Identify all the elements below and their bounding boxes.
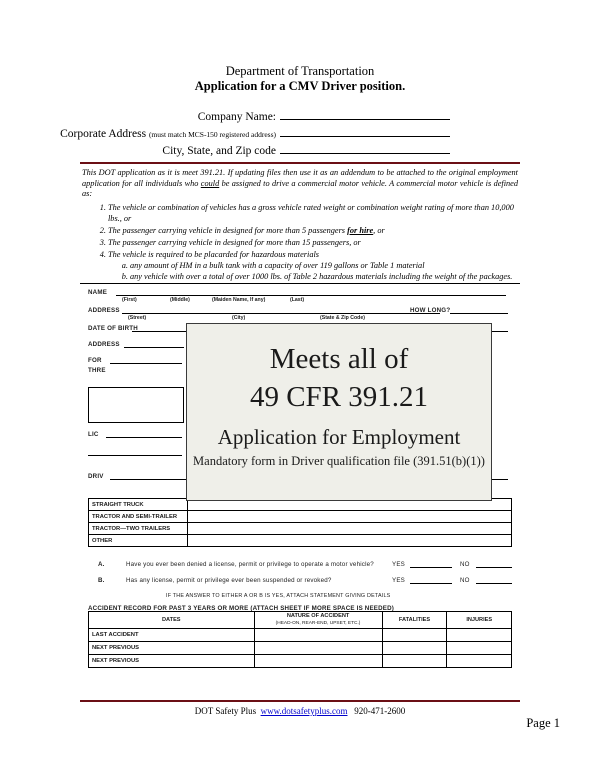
cmv-item-3-text: The passenger carrying vehicle in designed for more than 15 passengers, or	[108, 237, 361, 247]
accident-row-injuries-prev1[interactable]	[447, 642, 512, 655]
name-label: NAME	[88, 289, 108, 296]
driving-experience-table	[88, 498, 512, 547]
address-sub-city: (City)	[232, 315, 246, 321]
name-sub-maiden: (Maiden Name, If any)	[212, 297, 266, 303]
department-line: Department of Transportation	[225, 64, 375, 78]
veh-row-value-tractor-two[interactable]	[188, 523, 512, 535]
date-of-birth-label: DATE OF BIRTH	[88, 325, 138, 332]
for-input[interactable]	[110, 363, 182, 364]
accident-row-label-last: LAST ACCIDENT	[89, 629, 255, 642]
question-b-no-label: NO	[460, 577, 470, 584]
veh-row-label-tractor-two: TRACTOR—TWO TRAILERS	[89, 523, 188, 535]
accident-col-fatalities: FATALITIES	[382, 612, 447, 629]
address-sub-statezip: (State & Zip Code)	[320, 315, 365, 321]
accident-col-nature-sub: (HEAD-ON, REAR-END, UPSET, ETC.)	[275, 621, 361, 626]
table-row	[89, 642, 512, 655]
page-number: Page 1	[526, 716, 560, 730]
corporate-address-sublabel: (must match MCS-150 registered address)	[148, 130, 276, 139]
city-state-zip-label: City, State, and Zip code	[162, 145, 276, 157]
accident-col-injuries: INJURIES	[447, 612, 512, 629]
driving-experience-label: DRIV	[88, 473, 104, 480]
cmv-definition-box	[80, 162, 520, 291]
company-name-label: Company Name:	[197, 111, 276, 123]
table-row	[89, 523, 512, 535]
statement-intro-underline: could	[200, 178, 220, 188]
question-b-text: Has any license, permit or privilege ever been suspended or revoked?	[126, 577, 332, 584]
name-sub-last: (Last)	[290, 297, 305, 303]
accident-row-fatalities-last[interactable]	[382, 629, 447, 642]
veh-row-value-tractor-semi[interactable]	[188, 511, 512, 523]
company-name-input[interactable]	[280, 108, 450, 120]
how-long-label: HOW LONG?	[410, 307, 451, 314]
accident-record-heading: ACCIDENT RECORD FOR PAST 3 YEARS OR MORE (ATTACH SHEET IF MORE SPACE IS NEEDED)	[88, 605, 395, 612]
cmv-item-4-text: The vehicle is required to be placarded for hazardous materials	[108, 249, 320, 259]
field-row-city-state-zip	[0, 142, 600, 157]
table-row	[89, 629, 512, 642]
question-a-no-input[interactable]	[476, 567, 512, 568]
for-label: FOR	[88, 357, 102, 364]
how-long-input[interactable]	[450, 313, 508, 314]
field-row-corporate-address	[0, 125, 600, 140]
accident-col-dates: DATES	[89, 612, 255, 629]
table-header-row	[89, 612, 512, 629]
footer-phone: 920-471-2600	[354, 706, 406, 716]
question-a-yes-input[interactable]	[410, 567, 452, 568]
accident-row-label-prev1: NEXT PREVIOUS	[89, 642, 255, 655]
question-a-yes-label: YES	[392, 561, 405, 568]
overlay-line-4: Mandatory form in Driver qualification file (391.51(b)(1))	[193, 454, 485, 468]
company-fields	[0, 108, 600, 159]
question-b-mark: B.	[98, 577, 105, 584]
table-row	[89, 655, 512, 668]
name-input[interactable]	[116, 295, 506, 296]
cmv-item-1	[108, 202, 518, 224]
accident-row-nature-prev2[interactable]	[254, 655, 382, 668]
cmv-item-1-text: The vehicle or combination of vehicles has a gross vehicle rated weight or combination weight rating of more than 10,000 lbs., or	[108, 202, 514, 223]
overlay-line-2: 49 CFR 391.21	[249, 381, 429, 413]
accident-row-fatalities-prev2[interactable]	[382, 655, 447, 668]
hazmat-sublist	[108, 260, 518, 282]
accident-row-fatalities-prev1[interactable]	[382, 642, 447, 655]
address-sub-street: (Street)	[128, 315, 147, 321]
license-input-2[interactable]	[88, 455, 182, 456]
accident-col-nature	[254, 612, 382, 629]
statement-intro-part1: This DOT application as it is meet 391.21. If updating files then use it as an addendum to be attached to the original employment application for all individuals who	[82, 168, 518, 188]
cmv-definition-list	[82, 202, 518, 282]
accident-record-table	[88, 611, 512, 668]
answer-note: IF THE ANSWER TO EITHER A OR B IS YES, ATTACH STATEMENT GIVING DETAILS	[166, 593, 391, 599]
cmv-item-3	[108, 237, 518, 248]
cmv-item-2-text2: , or	[373, 225, 385, 235]
footer-rule	[80, 700, 520, 702]
overlay-line-3: Application for Employment	[217, 425, 461, 449]
license-label: LIC	[88, 431, 99, 438]
accident-row-injuries-prev2[interactable]	[447, 655, 512, 668]
question-b-no-input[interactable]	[476, 583, 512, 584]
cmv-item-4	[108, 249, 518, 282]
veh-row-label-other: OTHER	[89, 535, 188, 547]
table-row	[89, 511, 512, 523]
corporate-address-input[interactable]	[280, 125, 450, 137]
three-label: THRE	[88, 367, 106, 374]
address-label: ADDRESS	[88, 307, 120, 314]
question-b-yes-label: YES	[392, 577, 405, 584]
hazmat-item-a: a. any amount of HM in a bulk tank with a capacity of over 119 gallons or Table 1 material	[130, 260, 518, 271]
page-title: Application for a CMV Driver position.	[194, 79, 406, 93]
accident-col-nature-title: NATURE OF ACCIDENT	[286, 613, 350, 619]
corporate-address-label	[0, 128, 276, 140]
form-top-rule	[80, 283, 520, 284]
city-state-zip-input[interactable]	[280, 142, 450, 154]
cmv-item-2-text: The passenger carrying vehicle in designed for more than 5 passengers	[108, 225, 348, 235]
accident-row-label-prev2: NEXT PREVIOUS	[89, 655, 255, 668]
prior-address-box	[88, 387, 184, 423]
statement-intro-part2: be assigned to drive a commercial motor vehicle. A commercial motor vehicle is defined as:	[82, 178, 519, 198]
name-sub-middle: (Middle)	[170, 297, 190, 303]
hazmat-item-b: b. any vehicle with over a total of over 1000 lbs. of Table 2 hazardous materials including the weight of the packages.	[130, 271, 518, 282]
table-row	[89, 535, 512, 547]
question-a-text: Have you ever been denied a license, permit or privilege to operate a motor vehicle?	[126, 561, 374, 568]
name-sub-first: (First)	[122, 297, 137, 303]
corporate-address-label-text: Corporate Address	[60, 128, 147, 140]
address-input[interactable]	[122, 313, 440, 314]
veh-row-label-tractor-semi: TRACTOR AND SEMI-TRAILER	[89, 511, 188, 523]
overlay-line-1: Meets all of	[269, 343, 409, 375]
veh-row-label-straight-truck: STRAIGHT TRUCK	[89, 499, 188, 511]
footer-org: DOT Safety Plus	[194, 706, 257, 716]
question-b-yes-input[interactable]	[410, 583, 452, 584]
address2-label: ADDRESS	[88, 341, 120, 348]
cmv-item-2	[108, 225, 518, 236]
veh-row-value-other[interactable]	[188, 535, 512, 547]
address2-input[interactable]	[124, 347, 184, 348]
document-footer	[0, 706, 600, 716]
accident-row-nature-last[interactable]	[254, 629, 382, 642]
statement-intro	[82, 168, 518, 200]
question-a-mark: A.	[98, 561, 105, 568]
license-input[interactable]	[106, 437, 182, 438]
accident-row-nature-prev1[interactable]	[254, 642, 382, 655]
question-a-no-label: NO	[460, 561, 470, 568]
cmv-item-2-bold: for hire	[347, 225, 374, 235]
compliance-stamp-overlay	[186, 323, 492, 501]
document-header	[0, 64, 600, 94]
accident-row-injuries-last[interactable]	[447, 629, 512, 642]
field-row-company-name	[0, 108, 600, 123]
footer-url[interactable]: www.dotsafetyplus.com	[260, 706, 348, 716]
